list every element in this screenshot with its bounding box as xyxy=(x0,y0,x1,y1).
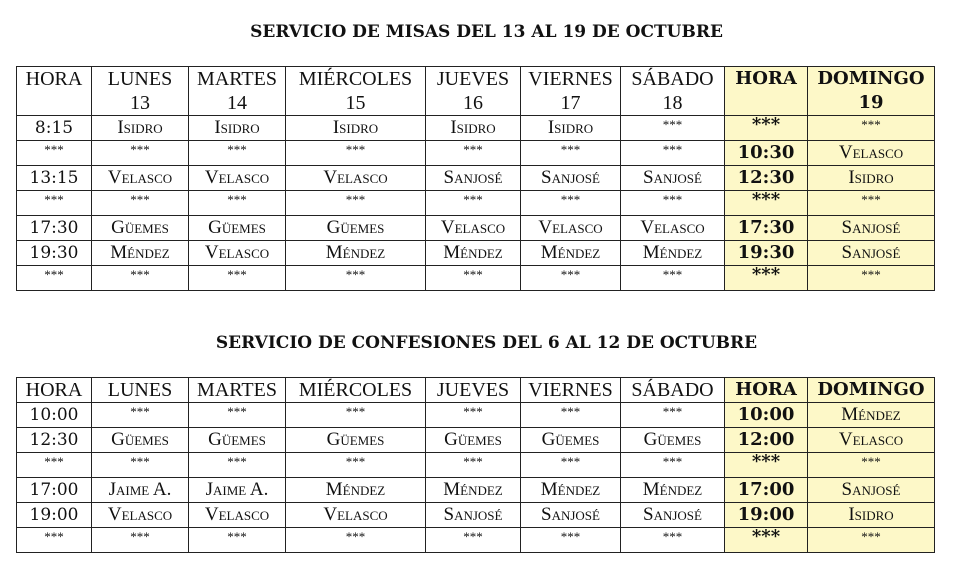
table-cell: *** xyxy=(286,453,426,478)
misas-table xyxy=(16,66,935,291)
table-cell: Güemes xyxy=(286,216,426,241)
table-cell: *** xyxy=(189,191,286,216)
misas-header-miercoles: MIÉRCOLES 15 xyxy=(286,67,426,116)
table-cell: *** xyxy=(426,141,521,166)
table-cell: *** xyxy=(621,141,725,166)
conf-header-viernes: VIERNES xyxy=(521,378,621,403)
misas-header-hora: HORA xyxy=(17,67,92,116)
table-row xyxy=(17,241,935,266)
conf-header-hora-domingo: HORA xyxy=(725,378,808,403)
conf-header-martes: MARTES xyxy=(189,378,286,403)
misas-header-jueves: JUEVES 16 xyxy=(426,67,521,116)
confesiones-header-row xyxy=(17,378,935,403)
table-cell: 17:00 xyxy=(17,478,92,503)
table-cell: 19:00 xyxy=(725,503,808,528)
table-cell: *** xyxy=(621,453,725,478)
table-cell: Velasco xyxy=(92,503,189,528)
table-cell: Jaime A. xyxy=(189,478,286,503)
table-cell: *** xyxy=(17,141,92,166)
table-cell: *** xyxy=(725,453,808,478)
table-cell: Isidro xyxy=(808,166,935,191)
table-cell: *** xyxy=(92,141,189,166)
table-cell: *** xyxy=(521,141,621,166)
table-cell: 12:30 xyxy=(17,428,92,453)
table-cell: *** xyxy=(621,116,725,141)
table-cell: Velasco xyxy=(189,166,286,191)
conf-header-sabado: SÁBADO xyxy=(621,378,725,403)
table-cell: Jaime A. xyxy=(92,478,189,503)
conf-header-domingo: DOMINGO xyxy=(808,378,935,403)
table-cell: Méndez xyxy=(426,478,521,503)
table-cell: *** xyxy=(725,116,808,141)
conf-header-jueves: JUEVES xyxy=(426,378,521,403)
table-row xyxy=(17,503,935,528)
table-cell: *** xyxy=(521,403,621,428)
table-row xyxy=(17,141,935,166)
table-cell: *** xyxy=(426,453,521,478)
table-cell: 10:00 xyxy=(17,403,92,428)
table-cell: *** xyxy=(725,266,808,291)
table-cell: Velasco xyxy=(808,428,935,453)
table-cell: *** xyxy=(808,528,935,553)
table-cell: Sanjosé xyxy=(808,241,935,266)
table-cell: 17:30 xyxy=(17,216,92,241)
table-cell: 13:15 xyxy=(17,166,92,191)
table-cell: 17:00 xyxy=(725,478,808,503)
table-cell: Méndez xyxy=(621,241,725,266)
table-cell: *** xyxy=(725,191,808,216)
table-cell: Méndez xyxy=(621,478,725,503)
table-cell: Méndez xyxy=(92,241,189,266)
table-cell: *** xyxy=(808,191,935,216)
table-cell: Sanjosé xyxy=(426,166,521,191)
table-cell: Güemes xyxy=(286,428,426,453)
table-cell: *** xyxy=(286,266,426,291)
table-cell: *** xyxy=(286,141,426,166)
table-cell: Sanjosé xyxy=(808,478,935,503)
table-cell: Sanjosé xyxy=(426,503,521,528)
table-cell: *** xyxy=(521,453,621,478)
table-cell: Sanjosé xyxy=(621,503,725,528)
table-cell: *** xyxy=(17,191,92,216)
table-cell: Güemes xyxy=(621,428,725,453)
table-cell: Méndez xyxy=(521,241,621,266)
table-cell: *** xyxy=(621,191,725,216)
table-cell: Sanjosé xyxy=(621,166,725,191)
table-row xyxy=(17,528,935,553)
table-cell: *** xyxy=(426,266,521,291)
table-cell: *** xyxy=(521,266,621,291)
table-cell: *** xyxy=(521,528,621,553)
table-cell: 17:30 xyxy=(725,216,808,241)
table-row xyxy=(17,216,935,241)
misas-header-lunes: LUNES 13 xyxy=(92,67,189,116)
table-cell: Isidro xyxy=(92,116,189,141)
table-cell: Güemes xyxy=(189,216,286,241)
table-row xyxy=(17,403,935,428)
table-cell: Güemes xyxy=(92,428,189,453)
table-cell: Sanjosé xyxy=(808,216,935,241)
table-cell: Güemes xyxy=(426,428,521,453)
table-cell: Isidro xyxy=(426,116,521,141)
table-cell: Sanjosé xyxy=(521,503,621,528)
table-cell: Velasco xyxy=(808,141,935,166)
table-cell: 12:30 xyxy=(725,166,808,191)
table-cell: Isidro xyxy=(286,116,426,141)
misas-title: SERVICIO DE MISAS DEL 13 AL 19 DE OCTUBRE xyxy=(250,22,723,42)
table-cell: *** xyxy=(286,403,426,428)
table-cell: *** xyxy=(17,453,92,478)
table-cell: Méndez xyxy=(521,478,621,503)
table-cell: Isidro xyxy=(189,116,286,141)
table-cell: Velasco xyxy=(189,241,286,266)
table-cell: 10:30 xyxy=(725,141,808,166)
misas-header-viernes: VIERNES 17 xyxy=(521,67,621,116)
table-cell: *** xyxy=(92,453,189,478)
table-cell: Méndez xyxy=(286,241,426,266)
table-cell: Méndez xyxy=(426,241,521,266)
table-row xyxy=(17,116,935,141)
table-cell: *** xyxy=(17,528,92,553)
misas-header-domingo: DOMINGO 19 xyxy=(808,67,935,116)
table-cell: *** xyxy=(808,453,935,478)
table-row xyxy=(17,478,935,503)
confesiones-title: SERVICIO DE CONFESIONES DEL 6 AL 12 DE OCTUBRE xyxy=(215,333,758,353)
table-cell: Velasco xyxy=(621,216,725,241)
table-row xyxy=(17,166,935,191)
table-cell: Güemes xyxy=(189,428,286,453)
table-cell: *** xyxy=(189,141,286,166)
table-cell: Güemes xyxy=(92,216,189,241)
table-cell: Velasco xyxy=(521,216,621,241)
table-cell: Velasco xyxy=(189,503,286,528)
table-cell: Velasco xyxy=(286,503,426,528)
table-cell: *** xyxy=(426,403,521,428)
table-cell: 19:30 xyxy=(725,241,808,266)
table-cell: *** xyxy=(286,191,426,216)
conf-header-miercoles: MIÉRCOLES xyxy=(286,378,426,403)
table-cell: *** xyxy=(286,528,426,553)
table-cell: *** xyxy=(621,266,725,291)
table-cell: *** xyxy=(92,266,189,291)
table-cell: Velasco xyxy=(92,166,189,191)
table-row xyxy=(17,453,935,478)
table-cell: *** xyxy=(426,191,521,216)
table-cell: *** xyxy=(521,191,621,216)
confesiones-table xyxy=(16,377,935,553)
table-cell: Isidro xyxy=(808,503,935,528)
misas-header-sabado: SÁBADO 18 xyxy=(621,67,725,116)
table-cell: 10:00 xyxy=(725,403,808,428)
table-cell: Güemes xyxy=(521,428,621,453)
table-cell: *** xyxy=(92,528,189,553)
table-cell: Velasco xyxy=(286,166,426,191)
table-cell: *** xyxy=(17,266,92,291)
table-cell: Isidro xyxy=(521,116,621,141)
misas-header-martes: MARTES 14 xyxy=(189,67,286,116)
table-cell: Sanjosé xyxy=(521,166,621,191)
table-cell: *** xyxy=(92,191,189,216)
table-cell: *** xyxy=(92,403,189,428)
table-cell: 12:00 xyxy=(725,428,808,453)
table-row xyxy=(17,191,935,216)
conf-header-hora: HORA xyxy=(17,378,92,403)
table-cell: *** xyxy=(808,116,935,141)
table-cell: *** xyxy=(426,528,521,553)
table-cell: 19:30 xyxy=(17,241,92,266)
table-cell: *** xyxy=(725,528,808,553)
table-cell: *** xyxy=(189,266,286,291)
table-cell: Velasco xyxy=(426,216,521,241)
table-cell: Méndez xyxy=(286,478,426,503)
table-row xyxy=(17,428,935,453)
table-cell: 8:15 xyxy=(17,116,92,141)
table-cell: *** xyxy=(189,403,286,428)
table-cell: *** xyxy=(189,453,286,478)
misas-header-row xyxy=(17,67,935,116)
table-cell: *** xyxy=(621,528,725,553)
conf-header-lunes: LUNES xyxy=(92,378,189,403)
misas-header-hora-domingo: HORA xyxy=(725,67,808,116)
table-row xyxy=(17,266,935,291)
table-cell: *** xyxy=(621,403,725,428)
table-cell: *** xyxy=(189,528,286,553)
table-cell: 19:00 xyxy=(17,503,92,528)
table-cell: Méndez xyxy=(808,403,935,428)
table-cell: *** xyxy=(808,266,935,291)
